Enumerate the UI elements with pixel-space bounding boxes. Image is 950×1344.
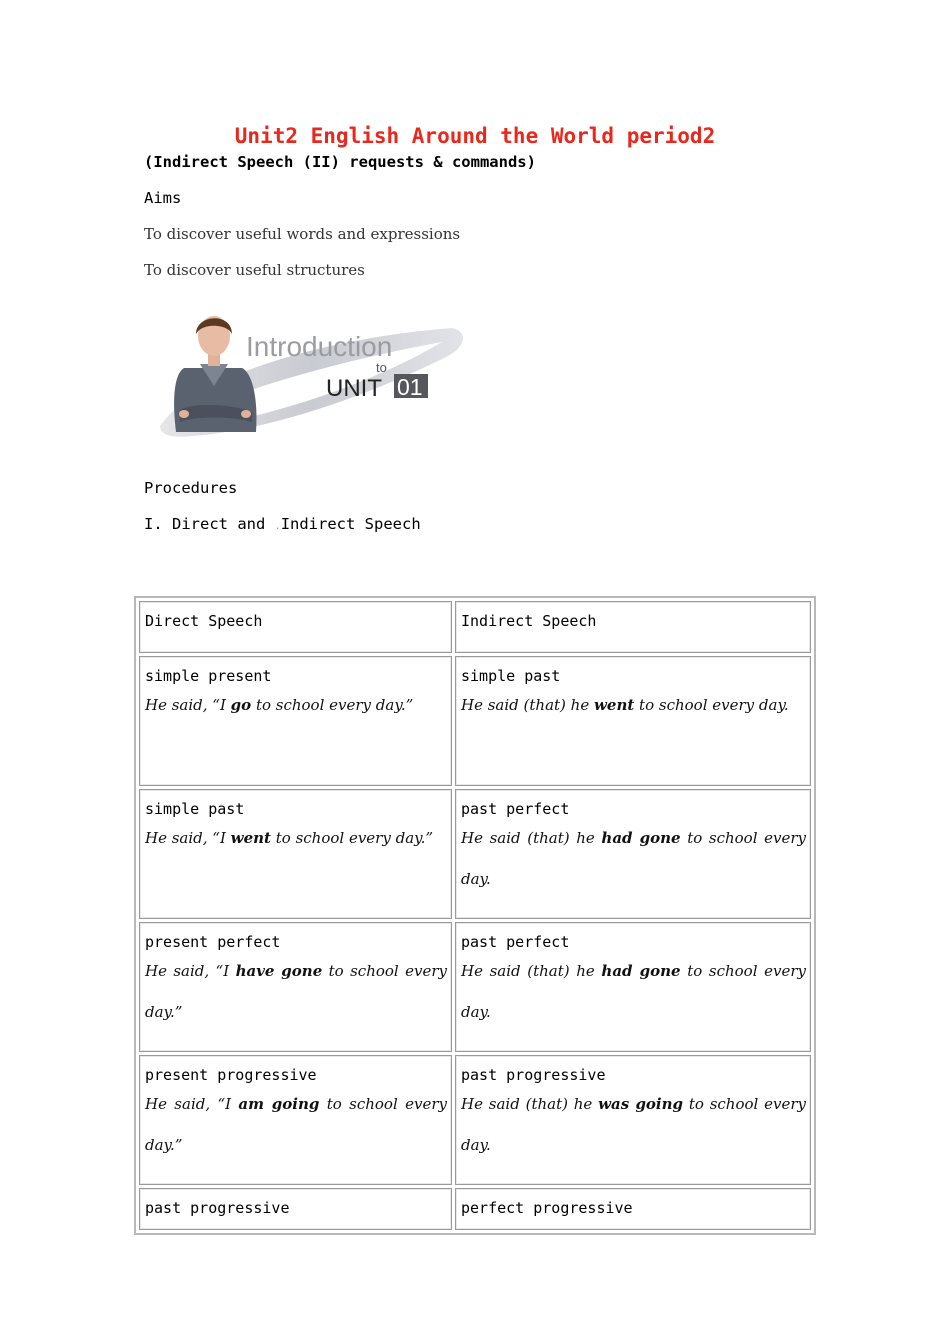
table-cell: past progressive <box>139 1188 452 1230</box>
table-header-cell: Direct Speech <box>139 601 452 653</box>
table-cell: present progressive He said, “I am going to school every day.” <box>139 1055 452 1185</box>
table-cell: present perfect He said, “I have gone to school every day.” <box>139 922 452 1052</box>
introduction-banner-image <box>152 308 468 444</box>
table-cell: simple present He said, “I go to school every day.” <box>139 656 452 786</box>
procedures-heading: Procedures <box>144 479 238 497</box>
table-cell: past perfect He said (that) he had gone to school every day. <box>455 922 811 1052</box>
table-row <box>139 789 811 919</box>
table-row <box>139 656 811 786</box>
table-row <box>139 922 811 1052</box>
table-row <box>139 1188 811 1230</box>
table-header-row <box>139 601 811 653</box>
banner-text-introduction: Introduction <box>246 331 393 362</box>
table-cell: simple past He said (that) he went to school every day. <box>455 656 811 786</box>
document-subtitle: (Indirect Speech (II) requests & commands) <box>144 153 536 171</box>
table-cell: perfect progressive <box>455 1188 811 1230</box>
speech-comparison-table <box>134 596 816 1235</box>
section-heading: I. Direct and .Indirect Speech <box>144 515 421 533</box>
table-cell: past progressive He said (that) he was going to school every day. <box>455 1055 811 1185</box>
table-row <box>139 1055 811 1185</box>
banner-text-to: to <box>376 360 387 375</box>
banner-text-number: 01 <box>397 374 423 400</box>
table-header-cell: Indirect Speech <box>455 601 811 653</box>
table-cell: simple past He said, “I went to school every day.” <box>139 789 452 919</box>
aim-item: To discover useful words and expressions <box>144 225 461 243</box>
woman-figure <box>174 316 256 432</box>
aims-heading: Aims <box>144 189 182 207</box>
document-title: Unit2 English Around the World period2 <box>234 124 716 148</box>
bullet-dot: . <box>274 521 281 532</box>
table-cell: past perfect He said (that) he had gone to school every day. <box>455 789 811 919</box>
aim-item: To discover useful structures <box>144 261 365 279</box>
banner-text-unit: UNIT <box>326 375 382 402</box>
